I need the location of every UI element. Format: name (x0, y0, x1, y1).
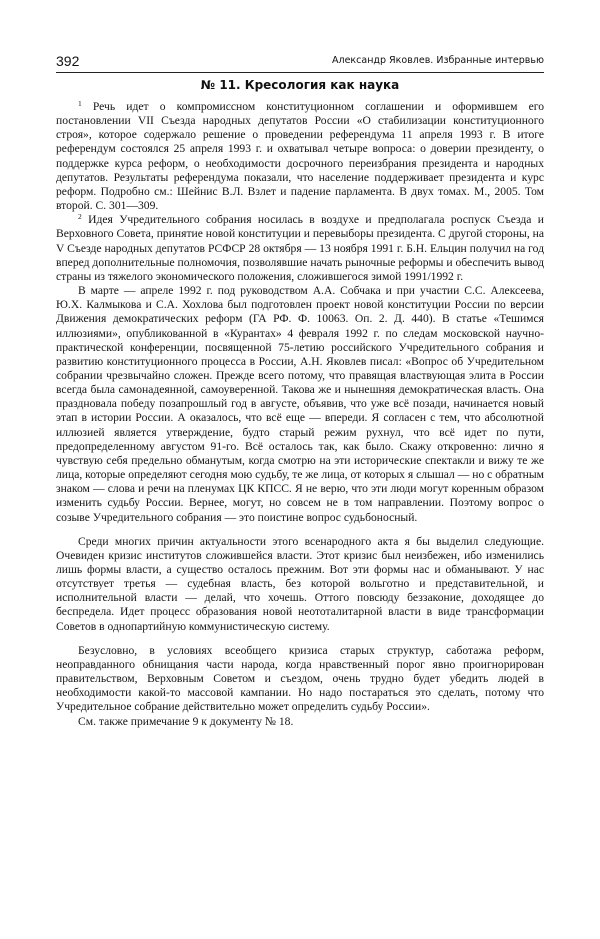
note-marker: 2 (78, 212, 82, 222)
paragraph: Среди многих причин актуальности этого всенародного акта я бы выделил следующие. Очевиден кризис институтов сложившейся власти. Этот кризис был неизбежен, ибо изменились лишь формы власти, а существо осталось прежним. Вот эти формы нас и обманывают. У нас отсутствует третья — судебная власть, без которой вольготно и представительной, и исполнительной власти — делай, что хочешь. Оттого повсюду беззаконие, доходящее до беспредела. Идет процесс образования новой неототалитарной власти в виде трансформации Советов в однопартийную коммунистическую систему. (56, 534, 544, 633)
page-number: 392 (56, 53, 80, 69)
note-text: Речь идет о компромиссном конституционном соглашении и оформившем его постановлении VII Съезда народных депутатов России «О стабилизации конституционного строя», которое содержало решение о проведении референдума 11 апреля 1993 г. В итоге референдум состоялся 25 апреля 1993 г. и охватывал четыре вопроса: о доверии президенту, о поддержке курса реформ, о необходимости досрочного переизбрания президента и народных депутатов. Результаты референдума показали, что население поддерживает президента и курс реформ. Подробно см.: Шейнис В.Л. Взлет и падение парламента. В двух томах. М., 2005. Том второй. С. 301—309. (56, 100, 544, 213)
note-marker: 1 (78, 99, 82, 108)
notes-body (56, 100, 544, 729)
paragraph: В марте — апреле 1992 г. под руководством А.А. Собчака и при участии С.С. Алексеева, Ю.Х. Калмыкова и С.А. Хохлова был подготовлен проект новой конституции России по версии Движения демократических реформ (ГА РФ. Ф. 10063. Оп. 2. Д. 440). В статье «Тешимся иллюзиями», опубликованной в «Курантах» 4 февраля 1992 г. по следам московской научно-практической конференции, посвященной 75-летию российского Учредительного собрания и развитию конституционного процесса в России, А.Н. Яковлев писал: «Вопрос об Учредительном собрании чрезвычайно сложен. Прежде всего потому, что правящая властвующая элита в России всегда была самонадеянной, самоуверенной. Такова же и нынешняя демократическая власть. Она праздновала победу позапрошлый год в августе, объявив, что уже всё позади, начинается новый этап в истории России. А оказалось, что всё еще — впереди. Я согласен с тем, что абсолютной иллюзией является утверждение, будто старый режим рухнул, что всё идет по пути, предопределенному августом 91-го. Всё осталось так, как было. Скажу откровенно: лично я чувствую себя предельно обманутым, когда смотрю на эти исторические спектакли и вижу те же лица, которые определяют сегодня мою судьбу, те же лица, от которых я слышал — но с обратным знаком — слова и речи на пленумах ЦК КПСС. Я не верю, что эти люди могут коренным образом изменить судьбу России. Вернее, могут, но совсем не в том направлении. Поэтому вопрос о созыве Учредительного собрания — это поистине вопрос судьбоносный. (56, 284, 544, 524)
paragraph: Безусловно, в условиях всеобщего кризиса старых структур, саботажа реформ, неоправданного обнищания части народа, когда нравственный порог явно проигнорирован правительством, Верховным Советом и съездом, очень трудно будет убедить людей в необходимости какой-то массовой кампании. Но надо постараться это сделать, потому что Учредительное собрание действительно может определить судьбу России». (56, 643, 544, 714)
paragraph: См. также примечание 9 к документу № 18. (78, 714, 294, 728)
document-title: № 11. Кресология как наука (200, 78, 400, 92)
note-2 (56, 213, 544, 284)
page-header (56, 50, 544, 73)
note-1 (56, 100, 544, 213)
note-text: Идея Учредительного собрания носилась в воздухе и предполагала роспуск Съезда и Верховного Совета, принятие новой конституции и перевыборы президента. С другой стороны, на V Съезде народных депутатов РСФСР 28 октября — 13 ноября 1991 г. Б.Н. Ельцин получил на год вперед дополнительные полномочия, позволявшие начать рыночные реформы и обеспечить вывод страны из тяжелого экономического положения, сложившегося зимой 1991/1992 г. (56, 213, 545, 283)
running-head: Александр Яковлев. Избранные интервью (332, 55, 544, 66)
